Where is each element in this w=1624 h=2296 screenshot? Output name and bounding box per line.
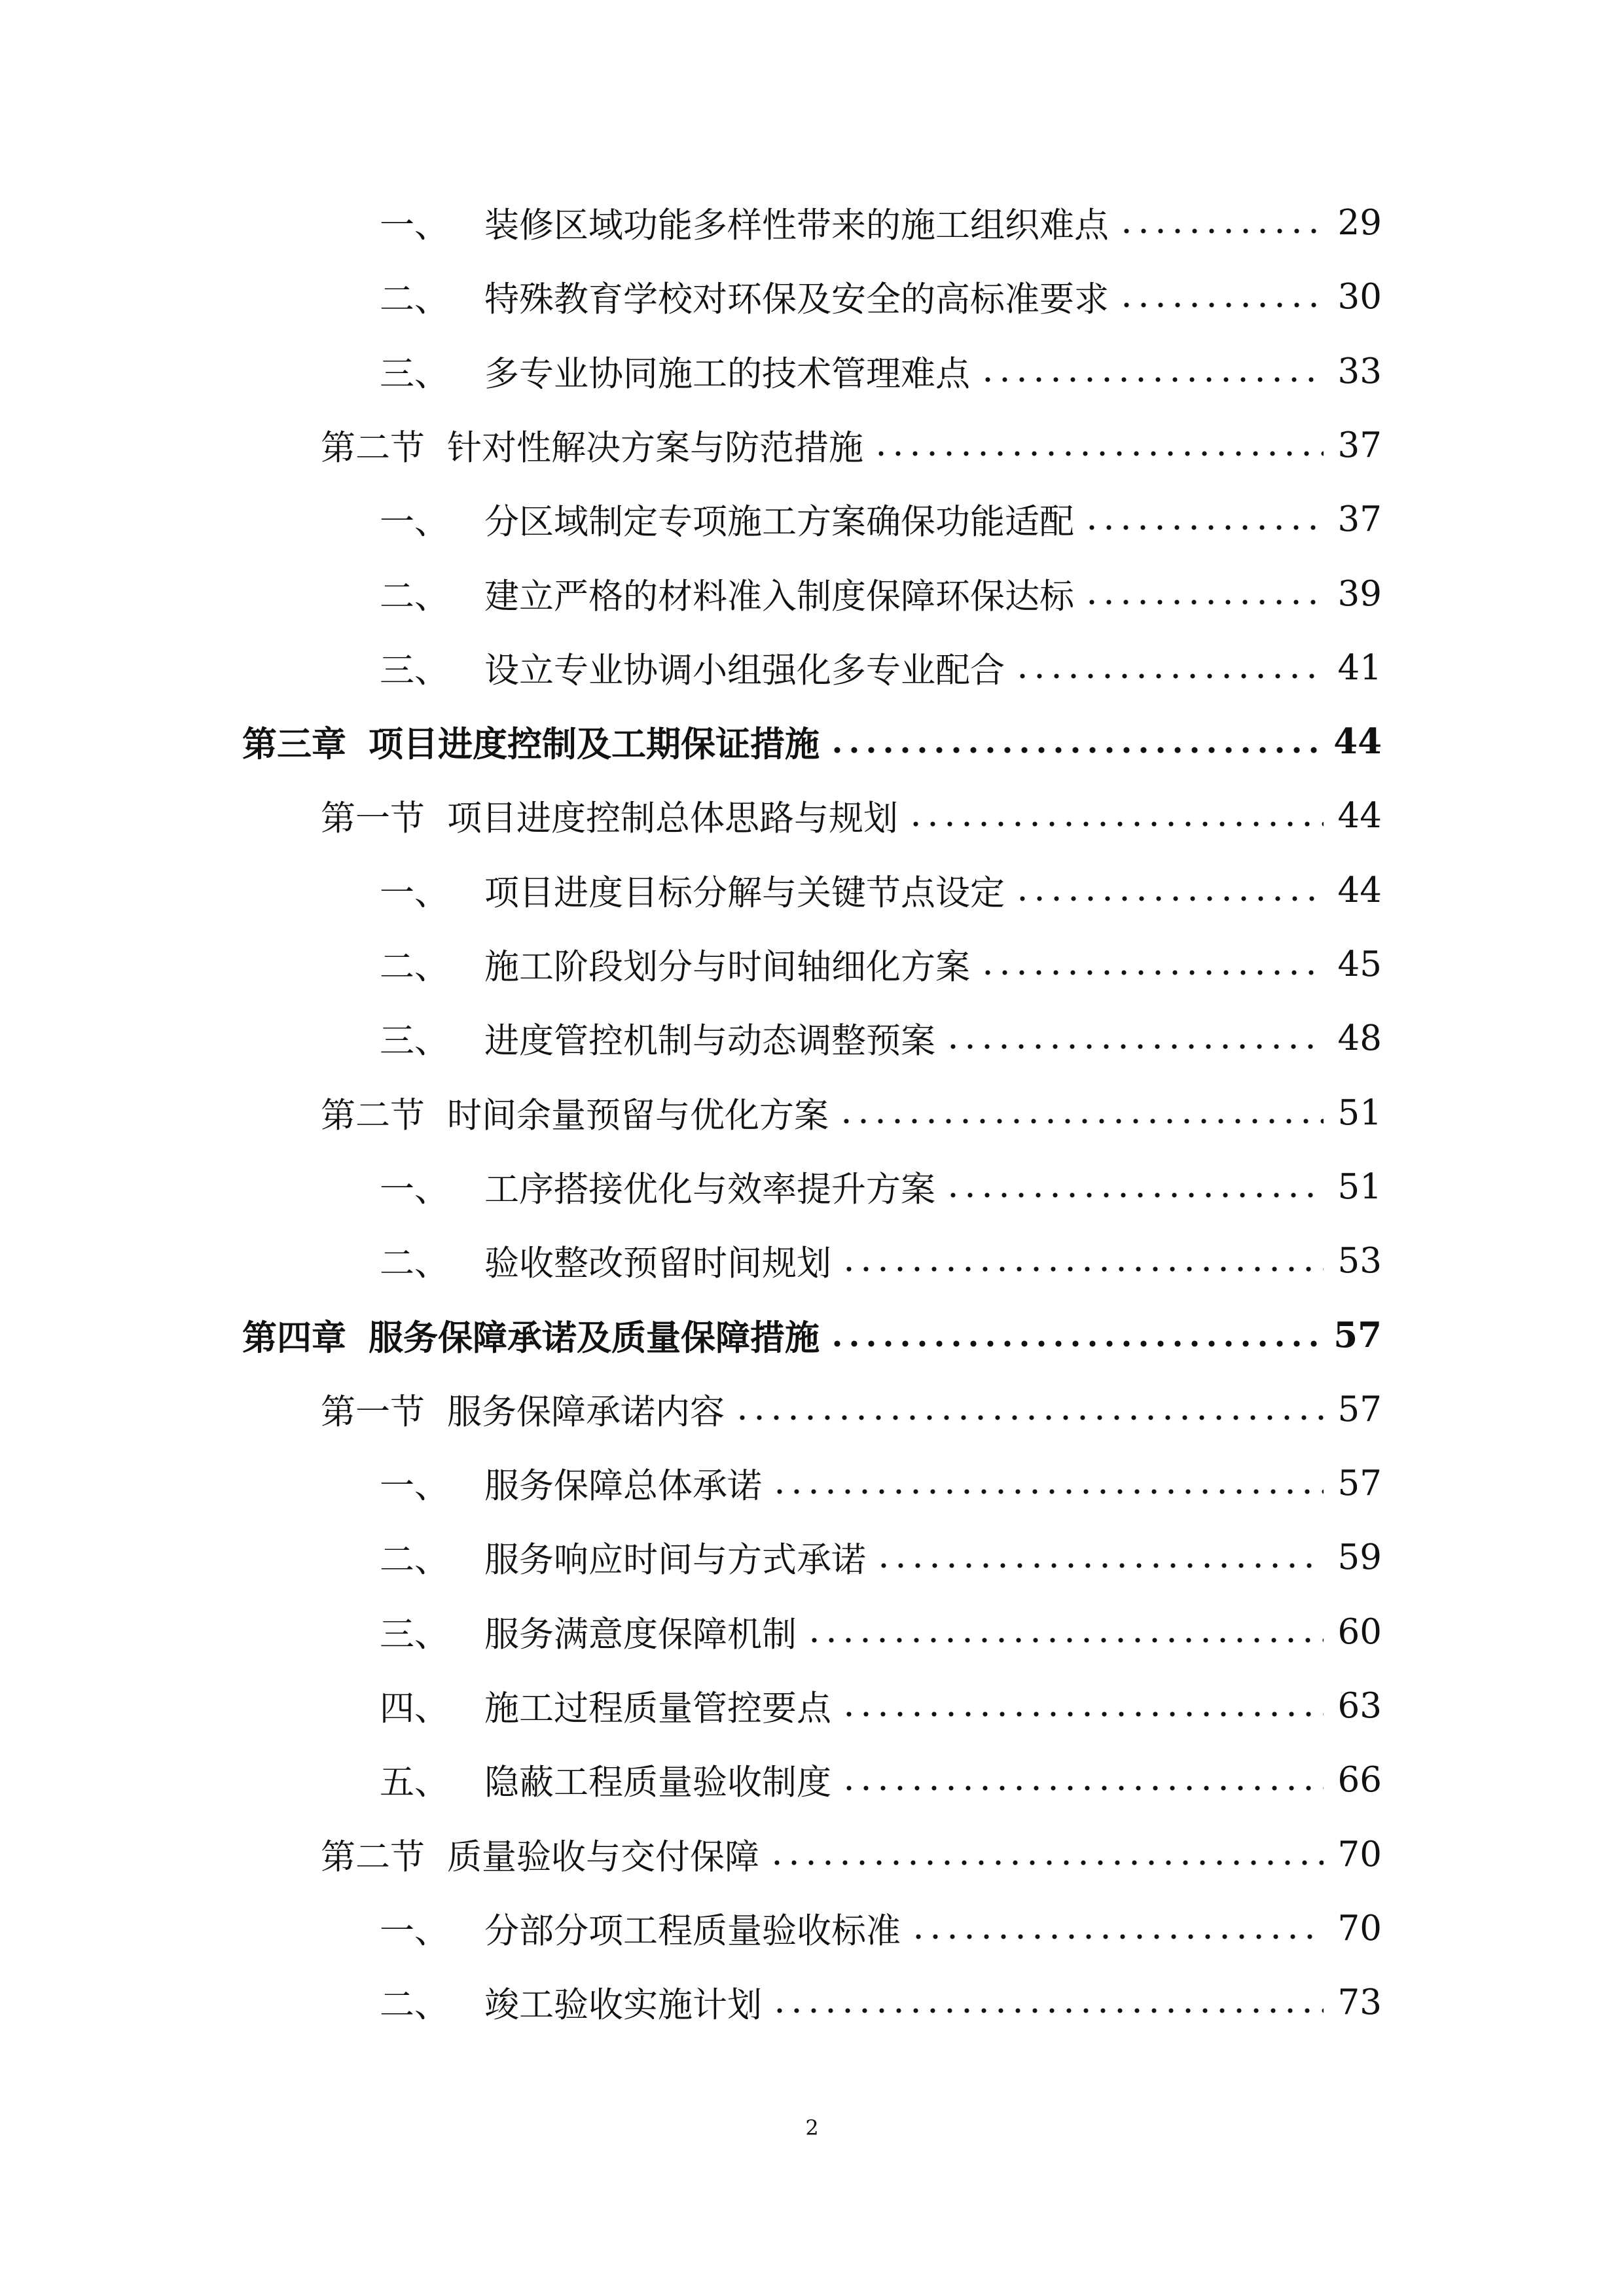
toc-entry-item[interactable] bbox=[380, 1669, 1382, 1742]
toc-entry-prefix: 一、 bbox=[380, 206, 449, 245]
toc-dot-leader bbox=[875, 1562, 1324, 1570]
toc-entry-item[interactable] bbox=[380, 557, 1382, 630]
toc-dot-leader bbox=[1014, 672, 1324, 680]
toc-entry-item[interactable] bbox=[380, 1892, 1382, 1965]
toc-entry-page-number: 57 bbox=[1337, 1389, 1382, 1429]
toc-entry-page-number: 59 bbox=[1337, 1537, 1382, 1577]
toc-entry-section[interactable] bbox=[321, 408, 1382, 482]
toc-entry-page-number: 66 bbox=[1337, 1759, 1382, 1800]
toc-entry-prefix: 五、 bbox=[380, 1763, 449, 1803]
toc-entry-page-number: 29 bbox=[1337, 202, 1382, 243]
toc-entry-section[interactable] bbox=[321, 1076, 1382, 1149]
toc-entry-prefix: 二、 bbox=[380, 577, 449, 617]
toc-entry-section[interactable] bbox=[321, 1818, 1382, 1891]
toc-entry-page-number: 44 bbox=[1337, 795, 1382, 836]
toc-dot-leader bbox=[806, 1636, 1324, 1644]
toc-entry-prefix: 第四章 bbox=[242, 1318, 346, 1358]
toc-dot-leader bbox=[1118, 227, 1324, 235]
toc-entry-title: 特殊教育学校对环保及安全的高标准要求 bbox=[484, 279, 1109, 319]
toc-dot-leader bbox=[1083, 598, 1324, 606]
toc-entry-title: 工序搭接优化与效率提升方案 bbox=[484, 1170, 935, 1210]
toc-entry-item[interactable] bbox=[380, 1595, 1382, 1668]
toc-dot-leader bbox=[838, 1117, 1324, 1125]
toc-dot-leader bbox=[768, 1859, 1324, 1867]
toc-entry-title: 针对性解决方案与防范措施 bbox=[447, 428, 863, 468]
toc-entry-prefix: 二、 bbox=[380, 279, 449, 319]
toc-entry-chapter[interactable] bbox=[242, 705, 1382, 778]
toc-dot-leader bbox=[771, 2007, 1324, 2015]
toc-entry-prefix: 第一节 bbox=[321, 798, 425, 838]
toc-entry-prefix: 三、 bbox=[380, 1021, 449, 1061]
toc-entry-prefix: 二、 bbox=[380, 947, 449, 987]
toc-entry-item[interactable] bbox=[380, 334, 1382, 408]
toc-entry-title: 项目进度控制总体思路与规划 bbox=[447, 798, 898, 838]
toc-dot-leader bbox=[771, 1488, 1324, 1496]
toc-entry-prefix: 三、 bbox=[380, 354, 449, 394]
toc-entry-item[interactable] bbox=[380, 1520, 1382, 1594]
toc-entry-title: 服务保障承诺及质量保障措施 bbox=[369, 1318, 820, 1358]
toc-entry-item[interactable] bbox=[380, 1224, 1382, 1297]
toc-entry-title: 项目进度目标分解与关键节点设定 bbox=[484, 873, 1005, 913]
toc-entry-prefix: 一、 bbox=[380, 1911, 449, 1951]
toc-entry-page-number: 37 bbox=[1337, 499, 1382, 539]
toc-entry-page-number: 44 bbox=[1337, 870, 1382, 910]
toc-entry-title: 装修区域功能多样性带来的施工组织难点 bbox=[484, 206, 1109, 245]
toc-dot-leader bbox=[1118, 301, 1324, 309]
toc-dot-leader bbox=[829, 746, 1319, 754]
toc-entry-prefix: 一、 bbox=[380, 502, 449, 542]
toc-entry-page-number: 37 bbox=[1337, 425, 1382, 465]
toc-entry-title: 质量验收与交付保障 bbox=[447, 1837, 759, 1877]
toc-entry-item[interactable] bbox=[380, 260, 1382, 333]
toc-entry-title: 时间余量预留与优化方案 bbox=[447, 1096, 829, 1136]
toc-entry-item[interactable] bbox=[380, 1150, 1382, 1223]
toc-entry-title: 施工阶段划分与时间轴细化方案 bbox=[484, 947, 970, 987]
toc-dot-leader bbox=[907, 820, 1324, 828]
toc-entry-page-number: 70 bbox=[1337, 1908, 1382, 1948]
toc-entry-title: 建立严格的材料准入制度保障环保达标 bbox=[484, 577, 1074, 617]
toc-entry-title: 隐蔽工程质量验收制度 bbox=[484, 1763, 831, 1803]
toc-entry-page-number: 41 bbox=[1337, 647, 1382, 688]
toc-entry-section[interactable] bbox=[321, 1372, 1382, 1446]
toc-entry-page-number: 51 bbox=[1337, 1092, 1382, 1133]
toc-entry-prefix: 三、 bbox=[380, 651, 449, 691]
toc-entry-title: 项目进度控制及工期保证措施 bbox=[369, 724, 820, 764]
toc-entry-page-number: 53 bbox=[1337, 1240, 1382, 1281]
toc-entry-title: 服务保障承诺内容 bbox=[447, 1392, 725, 1432]
toc-entry-prefix: 一、 bbox=[380, 1170, 449, 1210]
toc-entry-prefix: 一、 bbox=[380, 873, 449, 913]
toc-entry-page-number: 39 bbox=[1337, 573, 1382, 614]
toc-entry-prefix: 一、 bbox=[380, 1466, 449, 1506]
toc-entry-title: 进度管控机制与动态调整预案 bbox=[484, 1021, 935, 1061]
toc-entry-prefix: 第二节 bbox=[321, 1096, 425, 1136]
toc-entry-title: 分部分项工程质量验收标准 bbox=[484, 1911, 901, 1951]
toc-entry-page-number: 57 bbox=[1333, 1315, 1382, 1355]
toc-entry-page-number: 60 bbox=[1337, 1611, 1382, 1652]
toc-entry-page-number: 45 bbox=[1337, 944, 1382, 984]
toc-entry-prefix: 第二节 bbox=[321, 1837, 425, 1877]
toc-entry-item[interactable] bbox=[380, 1965, 1382, 2039]
toc-dot-leader bbox=[829, 1340, 1319, 1348]
toc-entry-title: 多专业协同施工的技术管理难点 bbox=[484, 354, 970, 394]
toc-entry-section[interactable] bbox=[321, 779, 1382, 852]
toc-dot-leader bbox=[734, 1414, 1324, 1422]
toc-entry-chapter[interactable] bbox=[242, 1299, 1382, 1372]
toc-dot-leader bbox=[979, 969, 1324, 977]
toc-entry-prefix: 二、 bbox=[380, 1244, 449, 1283]
toc-entry-title: 分区域制定专项施工方案确保功能适配 bbox=[484, 502, 1074, 542]
toc-entry-prefix: 第一节 bbox=[321, 1392, 425, 1432]
toc-entry-title: 服务响应时间与方式承诺 bbox=[484, 1540, 866, 1580]
toc-entry-page-number: 33 bbox=[1337, 351, 1382, 391]
toc-dot-leader bbox=[945, 1043, 1324, 1050]
toc-entry-prefix: 二、 bbox=[380, 1985, 449, 2025]
toc-dot-leader bbox=[1083, 524, 1324, 531]
toc-entry-item[interactable] bbox=[380, 186, 1382, 259]
toc-entry-item[interactable] bbox=[380, 1446, 1382, 1520]
toc-entry-prefix: 第二节 bbox=[321, 428, 425, 468]
toc-entry-page-number: 30 bbox=[1337, 276, 1382, 317]
toc-entry-page-number: 51 bbox=[1337, 1166, 1382, 1207]
toc-entry-prefix: 三、 bbox=[380, 1615, 449, 1655]
toc-dot-leader bbox=[840, 1784, 1324, 1792]
toc-entry-prefix: 第三章 bbox=[242, 724, 346, 764]
toc-dot-leader bbox=[873, 450, 1324, 457]
toc-dot-leader bbox=[1014, 895, 1324, 903]
toc-entry-item[interactable] bbox=[380, 853, 1382, 927]
toc-dot-leader bbox=[910, 1933, 1324, 1941]
toc-entry-item[interactable] bbox=[380, 1743, 1382, 1816]
toc-entry-page-number: 48 bbox=[1337, 1018, 1382, 1058]
toc-entry-page-number: 73 bbox=[1337, 1982, 1382, 2022]
toc-entry-item[interactable] bbox=[380, 1001, 1382, 1075]
toc-dot-leader bbox=[840, 1710, 1324, 1718]
page-number: 2 bbox=[805, 2115, 819, 2140]
toc-dot-leader bbox=[840, 1265, 1324, 1273]
toc-entry-title: 服务保障总体承诺 bbox=[484, 1466, 762, 1506]
toc-entry-title: 服务满意度保障机制 bbox=[484, 1615, 797, 1655]
toc-entry-page-number: 44 bbox=[1333, 721, 1382, 762]
toc-entry-title: 设立专业协调小组强化多专业配合 bbox=[484, 651, 1005, 691]
toc-entry-prefix: 二、 bbox=[380, 1540, 449, 1580]
toc-entry-title: 竣工验收实施计划 bbox=[484, 1985, 762, 2025]
toc-entry-page-number: 63 bbox=[1337, 1685, 1382, 1726]
toc-dot-leader bbox=[945, 1191, 1324, 1199]
toc-entry-page-number: 70 bbox=[1337, 1834, 1382, 1874]
toc-entry-item[interactable] bbox=[380, 631, 1382, 704]
toc-dot-leader bbox=[979, 376, 1324, 384]
toc-entry-item[interactable] bbox=[380, 927, 1382, 1001]
toc-entry-title: 验收整改预留时间规划 bbox=[484, 1244, 831, 1283]
toc-entry-item[interactable] bbox=[380, 482, 1382, 556]
toc-entry-prefix: 四、 bbox=[380, 1689, 449, 1729]
toc-entry-page-number: 57 bbox=[1337, 1463, 1382, 1503]
toc-entry-title: 施工过程质量管控要点 bbox=[484, 1689, 831, 1729]
